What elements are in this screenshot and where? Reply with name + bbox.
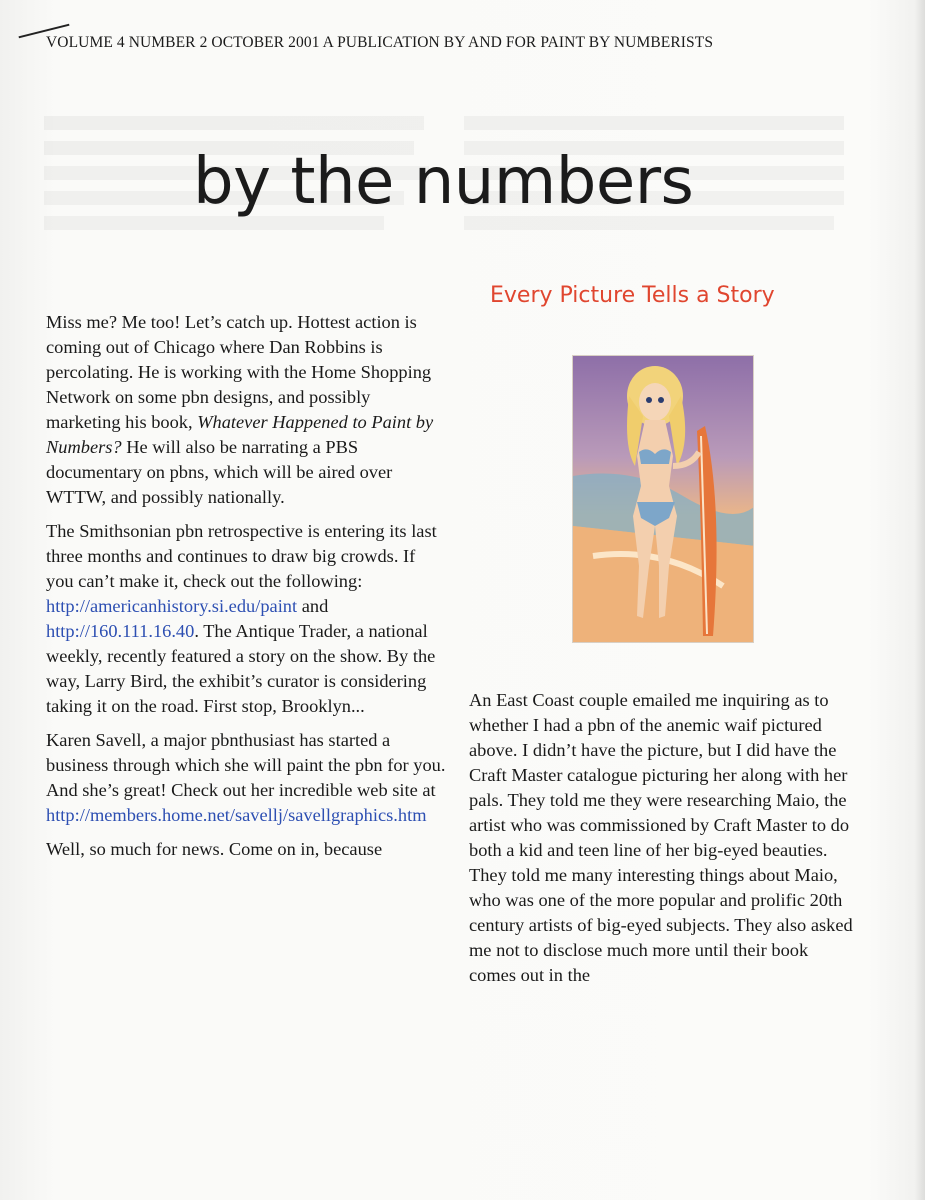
smithsonian-link[interactable]: http://americanhistory.si.edu/paint	[46, 596, 298, 616]
paragraph-text: The Smithsonian pbn retrospective is entering its last three months and continues to draw big crowds. If you can’t make it, check out the following:	[46, 521, 437, 591]
page-edge-shadow	[915, 0, 925, 1200]
ip-address-link[interactable]: http://160.111.16.40	[46, 621, 195, 641]
article-subtitle: Every Picture Tells a Story	[490, 283, 775, 308]
paragraph-text: Karen Savell, a major pbnthusiast has started a business through which she will paint the pbn for you. And she’s great! Check out her incredible web site at	[46, 730, 446, 800]
paragraph-smithsonian	[46, 519, 446, 719]
masthead-title: by the numbers	[193, 145, 694, 219]
volume-header: VOLUME 4 NUMBER 2 OCTOBER 2001 A PUBLICATION BY AND FOR PAINT BY NUMBERISTS	[46, 34, 714, 51]
painting-illustration	[573, 356, 754, 643]
right-column	[469, 688, 859, 997]
paragraph-text: He will also be narrating a PBS documentary on pbns, which will be aired over WTTW, and possibly nationally.	[46, 437, 393, 507]
savell-website-link[interactable]: http://members.home.net/savellj/savellgraphics.htm	[46, 805, 427, 825]
book-title: Whatever Happened to Paint by Numbers?	[46, 412, 434, 457]
paragraph-karen-savell	[46, 728, 446, 828]
bikini-girl-painting	[572, 355, 754, 643]
paragraph-catch-up	[46, 310, 446, 510]
left-column	[46, 310, 446, 871]
paragraph-news-end: Well, so much for news. Come on in, because	[46, 839, 383, 859]
paragraph-text: Miss me? Me too! Let’s catch up. Hottest action is coming out of Chicago where Dan Robbins is percolating. He is working with the Home Shopping Network on some pbn designs, and possibly marketing his book,	[46, 312, 432, 432]
paragraph-text: . The Antique Trader, a national weekly, recently featured a story on the show. By the way, Larry Bird, the exhibit’s curator is considering taking it on the road. First stop, Brooklyn...	[46, 621, 436, 716]
paragraph-text: and	[297, 596, 329, 616]
paragraph-east-coast: An East Coast couple emailed me inquiring as to whether I had a pbn of the anemic waif pictured above. I didn’t have the picture, but I did have the Craft Master catalogue picturing her along with her pals. They told me they were researching Maio, the artist who was commissioned by Craft Master to do both a kid and teen line of her big-eyed beauties. They told me many interesting things about Maio, who was one of the more popular and prolific 20th century artists of big-eyed subjects. They also asked me not to disclose much more until their book comes out in the	[469, 690, 853, 985]
